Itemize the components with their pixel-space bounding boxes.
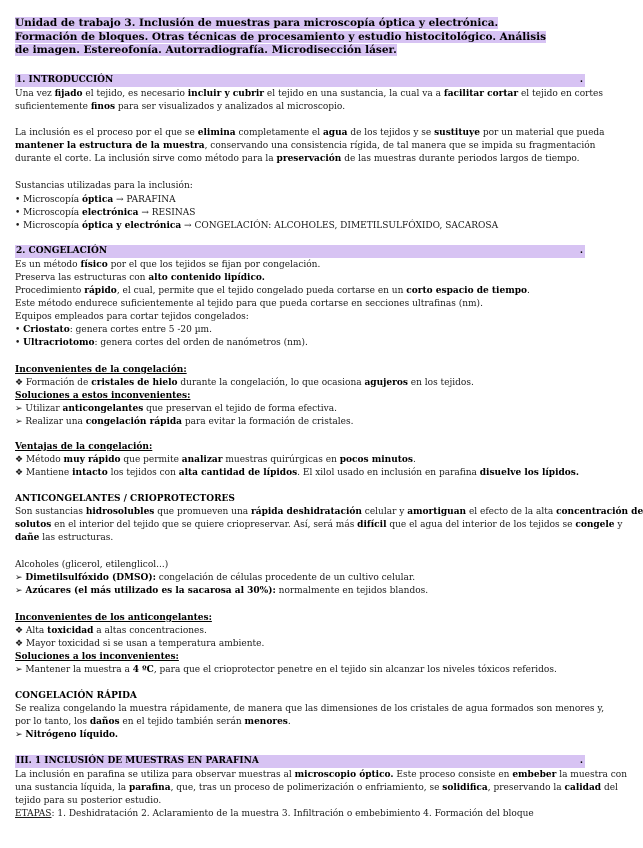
emphasis-text: concentración de: [556, 507, 643, 517]
text-segment: • Microscopía: [15, 208, 82, 218]
text-segment: para ser visualizados y analizados al microscopio.: [115, 102, 346, 112]
paragraph-line: Se realiza congelando la muestra rápidamente, de manera que las dimensiones de los cristales de agua formados son menores y,: [15, 704, 605, 714]
text-segment: que permite: [120, 455, 182, 465]
emphasis-text: Azúcares (el más utilizado es la sacarosa al 30%):: [25, 586, 276, 596]
text-segment: una sustancia líquida, la: [15, 783, 129, 793]
emphasis-text: mantener la estructura de la muestra: [15, 141, 205, 151]
text-segment: el tejido, es necesario: [82, 89, 188, 99]
text-segment: el tejido en cortes: [518, 89, 603, 99]
subheading-soluciones: Soluciones a estos inconvenientes:: [15, 391, 191, 401]
text-segment: .: [413, 455, 416, 465]
text-segment: suficientemente: [15, 102, 91, 112]
emphasis-text: alta cantidad de lípidos: [178, 468, 298, 478]
list-item: [15, 377, 474, 389]
text-segment: las estructuras.: [39, 533, 114, 543]
emphasis-text: menores: [244, 717, 288, 727]
text-segment: ➢ Realizar una: [15, 417, 86, 427]
text-segment: muestras quirúrgicas en: [222, 455, 340, 465]
emphasis-text: preservación: [276, 154, 342, 164]
paragraph-line: [15, 272, 265, 284]
text-segment: por el que los tejidos se fijan por congelación.: [107, 260, 321, 270]
subheading-anticongelantes: ANTICONGELANTES / CRIOPROTECTORES: [15, 494, 235, 504]
text-segment: durante la congelación, lo que ocasiona: [177, 378, 365, 388]
text-segment: que promueven una: [154, 507, 252, 517]
emphasis-text: Dimetilsulfóxido (DMSO):: [25, 573, 156, 583]
paragraph-line: Este método endurece suficientemente al tejido para que pueda cortarse en secciones ultrafinas (nm).: [15, 299, 483, 309]
list-item: [15, 572, 415, 584]
text-segment: : genera cortes del orden de nanómetros (nm).: [94, 338, 308, 348]
paragraph-line: tejido para su posterior estudio.: [15, 796, 162, 806]
emphasis-text: intacto: [72, 468, 108, 478]
list-item: [15, 194, 176, 206]
text-segment: .: [527, 286, 530, 296]
text-segment: La inclusión en parafina se utiliza para observar muestras al: [15, 770, 295, 780]
emphasis-text: agua: [322, 128, 348, 138]
emphasis-text: microscopio óptico.: [294, 770, 394, 780]
emphasis-text: congelación rápida: [85, 417, 183, 427]
text-segment: de las muestras durante periodos largos de tiempo.: [341, 154, 580, 164]
emphasis-text: Nitrógeno líquido.: [25, 730, 119, 740]
section-heading-introduccion: 1. INTRODUCCIÓN .: [16, 75, 583, 85]
list-item: [15, 220, 498, 232]
paragraph-line: [15, 769, 627, 781]
text-segment: : genera cortes entre 5 -20 µm.: [69, 325, 212, 335]
list-item: [15, 403, 337, 415]
emphasis-text: parafina: [128, 783, 171, 793]
paragraph-line: [15, 716, 291, 728]
text-segment: ➢: [15, 573, 26, 583]
text-segment: en el interior del tejido que se quiere criopreservar. Así, será más: [51, 520, 358, 530]
text-segment: , el cual, permite que el tejido congelado pueda cortarse en un: [116, 286, 407, 296]
emphasis-text: difícil: [357, 520, 387, 530]
text-segment: celular y: [361, 507, 408, 517]
emphasis-text: fijado: [54, 89, 83, 99]
text-segment: en el tejido también serán: [119, 717, 245, 727]
emphasis-text: congele: [575, 520, 615, 530]
paragraph-line: [15, 285, 530, 297]
list-item: [15, 664, 557, 676]
text-segment: los tejidos con: [107, 468, 179, 478]
text-segment: ➢: [15, 586, 26, 596]
paragraph-line: [15, 101, 345, 113]
text-segment: ❖ Mantiene: [15, 468, 73, 478]
text-segment: para evitar la formación de cristales.: [182, 417, 354, 427]
text-segment: .: [287, 717, 291, 727]
paragraph-line: Sustancias utilizadas para la inclusión:: [15, 181, 193, 191]
text-segment: , conservando una consistencia rígida, de tal manera que se impida su fragmentación: [204, 141, 596, 151]
text-segment: del: [601, 783, 618, 793]
text-segment: → PARAFINA: [113, 195, 176, 205]
list-item: [15, 625, 207, 637]
emphasis-text: corto espacio de tiempo: [406, 286, 528, 296]
text-segment: , que, tras un proceso de polimerización o enfriamiento, se: [170, 783, 443, 793]
document-title: Unidad de trabajo 3. Inclusión de muestras para microscopía óptica y electrónica. Formación de bloques. Otras técnicas de procesamiento y estudio histocitológico. Análisis de imagen. Estereofonía. Autorradiografía. Microdisección láser.: [15, 17, 547, 56]
text-segment: Una vez: [15, 89, 55, 99]
text-segment: •: [15, 338, 24, 348]
paragraph-line: Equipos empleados para cortar tejidos congelados:: [15, 312, 249, 322]
emphasis-text: sustituye: [434, 128, 480, 138]
list-item: [15, 416, 353, 428]
text-segment: de los tejidos y se: [347, 128, 435, 138]
emphasis-text: electrónica: [81, 208, 139, 218]
paragraph-line: [15, 532, 113, 544]
text-segment: Es un método: [15, 260, 81, 270]
text-segment: congelación de células procedente de un cultivo celular.: [155, 573, 416, 583]
list-item: [15, 454, 416, 466]
emphasis-text: 4 ºC: [132, 665, 154, 675]
text-segment: ➢ Utilizar: [15, 404, 63, 414]
list-item: [15, 729, 118, 741]
text-segment: y: [614, 520, 623, 530]
text-segment: • Microscopía: [15, 221, 82, 231]
emphasis-text: rápida deshidratación: [251, 507, 362, 517]
emphasis-text: agujeros: [364, 378, 408, 388]
emphasis-text: Ultracriotomo: [23, 338, 95, 348]
text-segment: completamente el: [235, 128, 323, 138]
text-segment: . El xilol usado en inclusión en parafina: [297, 468, 480, 478]
text-segment: → RESINAS: [138, 208, 196, 218]
subheading-inconvenientes: Inconvenientes de la congelación:: [15, 365, 187, 375]
text-segment: ❖ Formación de: [15, 378, 92, 388]
list-item: [15, 337, 308, 349]
list-item: ❖ Mayor toxicidad si se usan a temperatura ambiente.: [15, 639, 265, 649]
section-heading-congelacion: 2. CONGELACIÓN .: [16, 246, 583, 256]
emphasis-text: alto contenido lipídico.: [148, 273, 265, 283]
paragraph-line: Alcoholes (glicerol, etilenglicol...): [15, 560, 169, 570]
emphasis-text: anticongelantes: [62, 404, 144, 414]
paragraph-line: [15, 140, 595, 152]
text-segment: que el agua del interior de los tejidos se: [386, 520, 576, 530]
text-segment: ❖ Alta: [15, 626, 48, 636]
subheading-congelacion-rapida: CONGELACIÓN RÁPIDA: [15, 691, 137, 701]
text-segment: Son sustancias: [15, 507, 86, 517]
emphasis-text: toxicidad: [47, 626, 94, 636]
paragraph-line: [15, 519, 623, 531]
emphasis-text: muy rápido: [63, 455, 121, 465]
text-segment: durante el corte. La inclusión sirve como método para la: [15, 154, 277, 164]
text-segment: que preservan el tejido de forma efectiva.: [143, 404, 337, 414]
emphasis-text: óptica: [81, 195, 114, 205]
text-segment: por lo tanto, los: [15, 717, 90, 727]
list-item: [15, 324, 212, 336]
etapas-line: [15, 808, 534, 820]
text-segment: → CONGELACIÓN: ALCOHOLES, DIMETILSULFÓXIDO, SACAROSA: [181, 221, 499, 231]
text-segment: Este proceso consiste en: [393, 770, 513, 780]
emphasis-text: físico: [80, 260, 108, 270]
text-segment: La inclusión es el proceso por el que se: [15, 128, 198, 138]
emphasis-text: incluir y cubrir: [187, 89, 265, 99]
paragraph-line: [15, 506, 643, 518]
text-segment: por un material que pueda: [480, 128, 605, 138]
etapas-text: : 1. Deshidratación 2. Aclaramiento de la muestra 3. Infiltración o embebimiento 4. Formación del bloque: [51, 809, 534, 819]
paragraph-line: [15, 259, 320, 271]
emphasis-text: facilitar cortar: [443, 89, 519, 99]
paragraph-line: [15, 782, 618, 794]
text-segment: • Microscopía: [15, 195, 82, 205]
section-heading-parafina: III. 1 INCLUSIÓN DE MUESTRAS EN PARAFINA .: [16, 756, 583, 766]
text-segment: ❖ Método: [15, 455, 64, 465]
emphasis-text: solutos: [15, 520, 52, 530]
text-segment: el efecto de la alta: [466, 507, 557, 517]
emphasis-text: disuelve los lípidos.: [479, 468, 579, 478]
paragraph-line: [15, 153, 579, 165]
text-segment: Procedimiento: [15, 286, 85, 296]
emphasis-text: cristales de hielo: [91, 378, 178, 388]
text-segment: la muestra con: [556, 770, 627, 780]
subheading-inconvenientes-anticongelantes: Inconvenientes de los anticongelantes:: [15, 613, 212, 623]
text-segment: el tejido en una sustancia, la cual va a: [264, 89, 444, 99]
emphasis-text: amortiguan: [407, 507, 467, 517]
text-segment: , para que el crioprotector penetre en el tejido sin alcanzar los niveles tóxicos referidos.: [153, 665, 557, 675]
text-segment: en los tejidos.: [407, 378, 474, 388]
emphasis-text: Criostato: [23, 325, 70, 335]
emphasis-text: solidifica: [442, 783, 488, 793]
text-segment: ➢: [15, 730, 26, 740]
emphasis-text: calidad: [564, 783, 602, 793]
text-segment: , preservando la: [487, 783, 565, 793]
emphasis-text: daños: [89, 717, 120, 727]
emphasis-text: pocos minutos: [339, 455, 414, 465]
emphasis-text: finos: [90, 102, 116, 112]
paragraph-line: [15, 88, 603, 100]
list-item: [15, 207, 195, 219]
emphasis-text: hidrosolubles: [85, 507, 155, 517]
etapas-label: ETAPAS: [15, 809, 52, 819]
emphasis-text: analizar: [181, 455, 223, 465]
emphasis-text: elimina: [197, 128, 236, 138]
emphasis-text: embeber: [512, 770, 557, 780]
subheading-soluciones-inconvenientes: Soluciones a los inconvenientes:: [15, 652, 179, 662]
text-segment: a altas concentraciones.: [93, 626, 207, 636]
text-segment: Preserva las estructuras con: [15, 273, 149, 283]
emphasis-text: óptica y electrónica: [81, 221, 182, 231]
list-item: [15, 585, 428, 597]
text-segment: normalmente en tejidos blandos.: [275, 586, 429, 596]
paragraph-line: [15, 127, 605, 139]
emphasis-text: rápido: [84, 286, 117, 296]
emphasis-text: dañe: [15, 533, 40, 543]
subheading-ventajas: Ventajas de la congelación:: [15, 442, 153, 452]
text-segment: •: [15, 325, 24, 335]
list-item: [15, 467, 579, 479]
text-segment: ➢ Mantener la muestra a: [15, 665, 133, 675]
